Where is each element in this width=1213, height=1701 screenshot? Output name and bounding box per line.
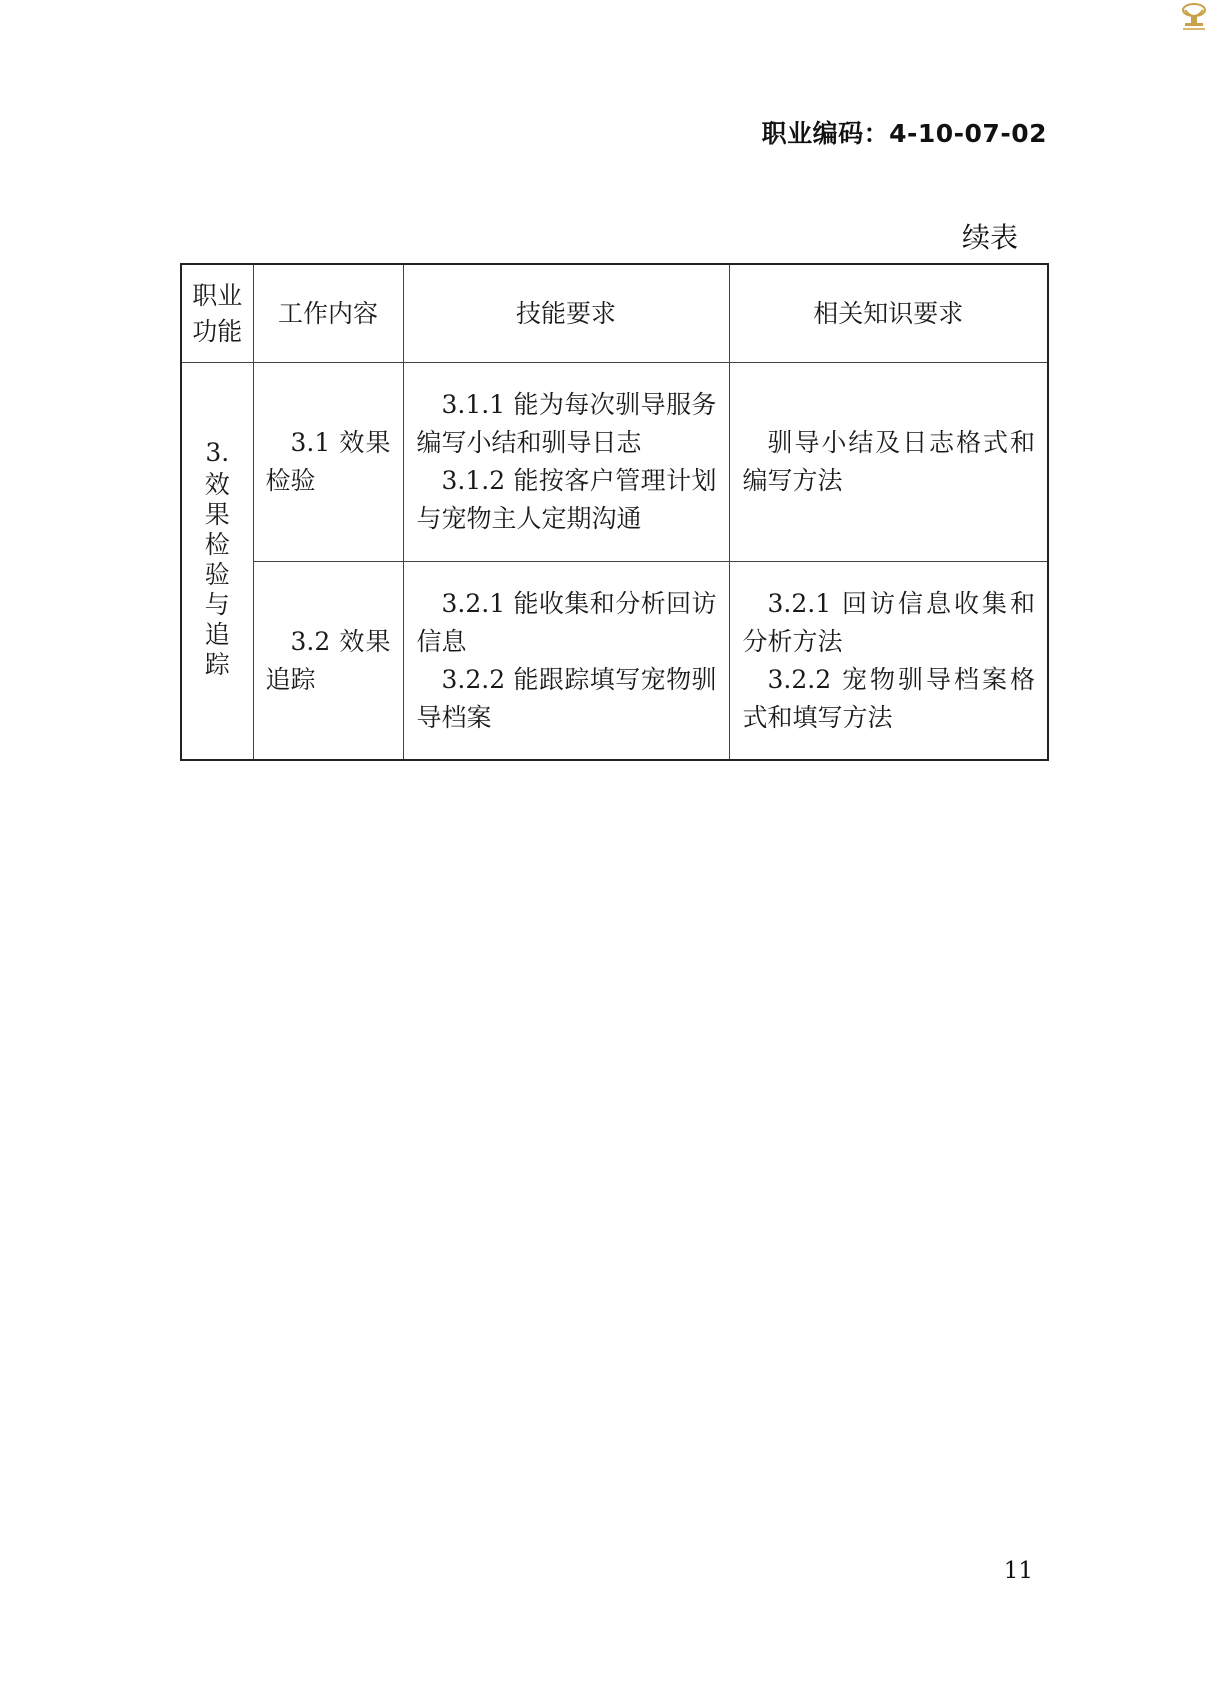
knowledge-cell: [729, 363, 1048, 562]
knowledge-item: 驯导小结及日志格式和编写方法: [742, 428, 1035, 495]
work-content-cell: [253, 562, 403, 761]
skill-item: 3.2.2 能跟踪填写宠物驯导档案: [416, 664, 717, 732]
skill-cell: [403, 562, 729, 761]
header-skill-requirements: 技能要求: [403, 264, 729, 363]
function-cell: [181, 363, 253, 761]
continued-table-label: 续表: [961, 221, 1018, 254]
skill-standard-table: [180, 263, 1049, 761]
header-function-line1: 职业: [192, 280, 243, 310]
occupation-code: 职业编码：4-10-07-02: [761, 119, 1047, 148]
knowledge-cell: [729, 562, 1048, 761]
emblem-logo-icon: [1176, 0, 1212, 34]
table-row: [181, 562, 1048, 761]
function-name: 效果检验与追踪: [204, 470, 230, 679]
knowledge-item: 3.2.2 宠物驯导档案格式和填写方法: [742, 664, 1035, 732]
page-number: 11: [1003, 1558, 1033, 1584]
header-work-content: 工作内容: [253, 264, 403, 363]
skill-cell: [403, 363, 729, 562]
skill-item: 3.1.2 能按客户管理计划与宠物主人定期沟通: [416, 466, 717, 533]
header-function: [181, 264, 253, 363]
header-function-line2: 功能: [192, 316, 243, 346]
skill-item: 3.1.1 能为每次驯导服务编写小结和驯导日志: [416, 390, 717, 457]
work-content-cell: [253, 363, 403, 562]
header-knowledge-requirements: 相关知识要求: [729, 264, 1048, 363]
skill-item: 3.2.1 能收集和分析回访信息: [416, 588, 717, 656]
table-row: [181, 363, 1048, 562]
knowledge-item: 3.2.1 回访信息收集和分析方法: [742, 588, 1035, 656]
work-content-text: 3.1 效果检验: [265, 428, 391, 495]
table-header-row: [181, 264, 1048, 363]
function-number: 3.: [205, 438, 230, 467]
work-content-text: 3.2 效果追踪: [265, 626, 391, 694]
